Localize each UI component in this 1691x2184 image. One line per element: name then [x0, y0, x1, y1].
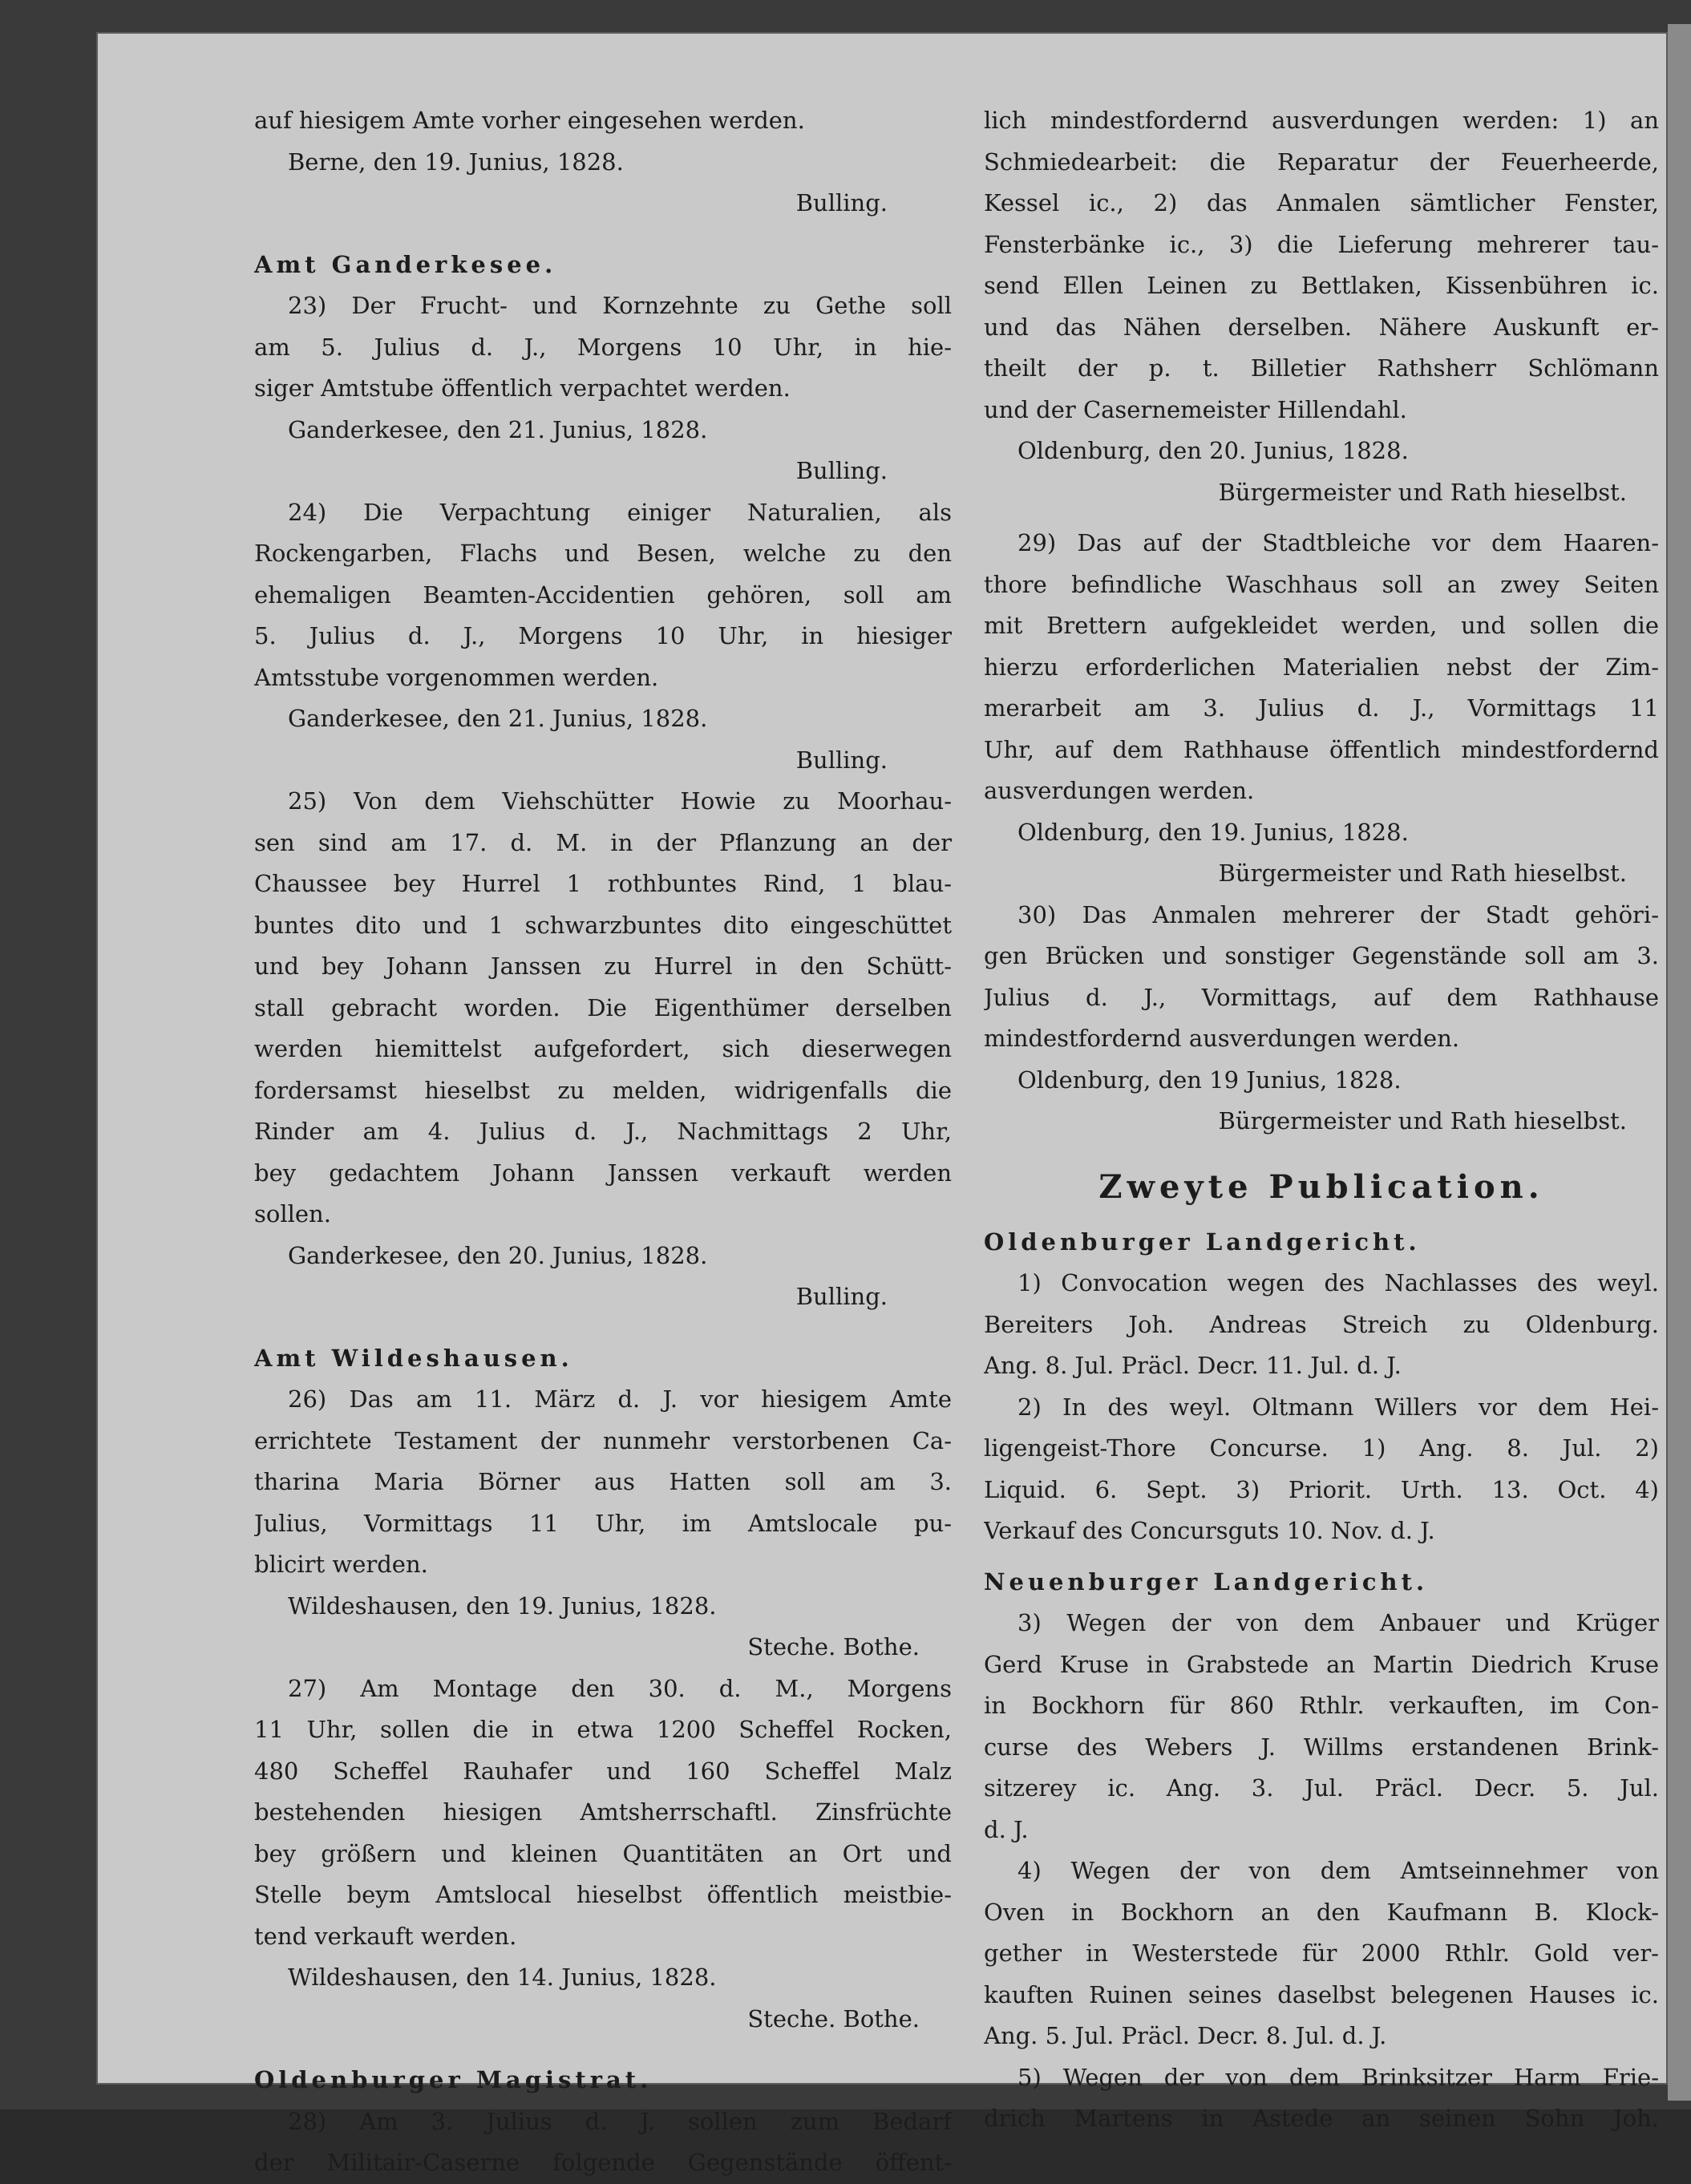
date-line: Oldenburg, den 20. Junius, 1828.	[1017, 437, 1409, 464]
text-line: 23) Der Frucht- und Kornzehnte zu Gethe soll	[288, 292, 952, 319]
text-line: Fensterbänke ic., 3) die Lieferung mehrerer tau-	[984, 230, 1659, 258]
text-line: theilt der p. t. Billetier Rathsherr Schlömann	[984, 354, 1659, 382]
text-line: auf hiesigem Amte vorher eingesehen werden.	[254, 107, 805, 134]
text-line: und das Nähen derselben. Nähere Auskunft er-	[984, 313, 1659, 341]
notice-30	[984, 895, 1659, 1143]
text-line: 2) In des weyl. Oltmann Willers vor dem Hei-	[1017, 1393, 1659, 1421]
section-heading: Neuenburger Landgericht.	[984, 1567, 1429, 1596]
signature: Bürgermeister und Rath hieselbst.	[1218, 859, 1627, 887]
text-line: Uhr, auf dem Rathhause öffentlich mindestfordernd	[984, 735, 1659, 763]
text-line: siger Amtstube öffentlich verpachtet werden.	[254, 374, 791, 402]
date-line: Ganderkesee, den 21. Junius, 1828.	[288, 705, 708, 732]
text-line: Gerd Kruse in Grabstede an Martin Diedrich Kruse	[984, 1650, 1659, 1678]
text-line: 5) Wegen der von dem Brinksitzer Harm Frie-	[1017, 2063, 1659, 2091]
text-line: 3) Wegen der von dem Anbauer und Krüger	[1017, 1609, 1659, 1636]
section-heading: Oldenburger Magistrat.	[254, 2066, 653, 2093]
notice-23	[254, 285, 952, 492]
text-line: tend verkauft werden.	[254, 1922, 517, 1950]
text-line: der Militair-Caserne folgende Gegenstände öffent-	[254, 2149, 952, 2176]
text-line: Bereiters Joh. Andreas Streich zu Oldenburg.	[984, 1310, 1659, 1338]
text-line: 28) Am 3. Julius d. J. sollen zum Bedarf	[288, 2107, 952, 2135]
date-line: Oldenburg, den 19 Junius, 1828.	[1017, 1066, 1402, 1094]
text-line: hierzu erforderlichen Materialien nebst der Zim-	[984, 653, 1659, 681]
text-line: Schmiedearbeit: die Reparatur der Feuerheerde,	[984, 148, 1659, 176]
text-line: sollen.	[254, 1200, 331, 1227]
text-line: Amtsstube vorgenommen werden.	[254, 663, 659, 691]
text-line: Julius, Vormittags 11 Uhr, im Amtslocale pu-	[254, 1509, 952, 1537]
notice-26	[254, 1379, 952, 1668]
notice-r5	[984, 2057, 1659, 2140]
text-line: am 5. Julius d. J., Morgens 10 Uhr, in hie-	[254, 333, 952, 361]
text-line: 26) Das am 11. März d. J. vor hiesigem Amte	[288, 1385, 952, 1413]
text-line: bestehenden hiesigen Amtsherrschaftl. Zinsfrüchte	[254, 1798, 952, 1826]
text-line: curse des Webers J. Willms erstandenen Brink-	[984, 1733, 1659, 1761]
text-line: Liquid. 6. Sept. 3) Priorit. Urth. 13. Oct. 4)	[984, 1475, 1659, 1503]
text-line: d. J.	[984, 1815, 1029, 1843]
publication-heading: Zweyte Publication.	[1098, 1167, 1544, 1206]
text-line: thore befindliche Waschhaus soll an zwey Seiten	[984, 570, 1659, 598]
text-line: Rinder am 4. Julius d. J., Nachmittags 2 Uhr,	[254, 1118, 952, 1145]
notice-r1	[984, 1263, 1659, 1387]
text-line: Stelle beym Amtslocal hieselbst öffentlich meistbie-	[254, 1881, 952, 1908]
text-line: in Bockhorn für 860 Rthlr. verkauften, im Con-	[984, 1692, 1659, 1719]
text-line: blicirt werden.	[254, 1551, 428, 1578]
text-line: 27) Am Montage den 30. d. M., Morgens	[288, 1674, 952, 1702]
text-line: lich mindestfordernd ausverdungen werden: 1) an	[984, 107, 1659, 134]
left-column	[254, 100, 952, 2184]
notice-29	[984, 523, 1659, 895]
signature: Steche. Bothe.	[747, 2004, 920, 2032]
text-line: buntes dito und 1 schwarzbuntes dito eingeschüttet	[254, 911, 952, 939]
page-edge	[1668, 24, 1691, 2101]
text-line: sitzerey ic. Ang. 3. Jul. Präcl. Decr. 5. Jul.	[984, 1774, 1659, 1802]
section-heading: Amt Ganderkesee.	[254, 250, 557, 278]
text-line: bey gedachtem Johann Janssen verkauft werden	[254, 1159, 952, 1187]
text-line: errichtete Testament der nunmehr verstorbenen Ca-	[254, 1426, 952, 1454]
signature: Bulling.	[795, 457, 888, 484]
text-line: Chaussee bey Hurrel 1 rothbuntes Rind, 1 blau-	[254, 870, 952, 897]
text-line: Julius d. J., Vormittags, auf dem Rathhause	[984, 983, 1659, 1011]
date-line: Ganderkesee, den 21. Junius, 1828.	[288, 415, 708, 443]
text-line: 30) Das Anmalen mehrerer der Stadt gehöri-	[1017, 900, 1659, 928]
text-line: 11 Uhr, sollen die in etwa 1200 Scheffel Rocken,	[254, 1716, 952, 1743]
text-line: mindestfordernd ausverdungen werden.	[984, 1025, 1460, 1052]
notice-27	[254, 1668, 952, 2040]
text-line: bey größern und kleinen Quantitäten an Ort und	[254, 1839, 952, 1867]
text-line: gen Brücken und sonstiger Gegenstände soll am 3.	[984, 942, 1659, 969]
date-line: Wildeshausen, den 14. Junius, 1828.	[288, 1964, 717, 1991]
notice-28	[254, 2101, 952, 2184]
notice-24	[254, 492, 952, 782]
text-line: mit Brettern aufgekleidet werden, und sollen die	[984, 612, 1659, 639]
date-line: Berne, den 19. Junius, 1828.	[288, 148, 624, 176]
text-line: kauften Ruinen seines daselbst belegenen Hauses ic.	[984, 1980, 1659, 2008]
text-line: merarbeit am 3. Julius d. J., Vormittags 11	[984, 694, 1659, 722]
text-line: drich Martens in Astede an seinen Sohn Joh.	[984, 2105, 1659, 2132]
text-line: 480 Scheffel Rauhafer und 160 Scheffel Malz	[254, 1757, 952, 1785]
text-line: send Ellen Leinen zu Bettlaken, Kissenbühren ic.	[984, 272, 1659, 299]
text-line: tharina Maria Börner aus Hatten soll am 3.	[254, 1468, 952, 1495]
text-line: ehemaligen Beamten-Accidentien gehören, soll am	[254, 580, 952, 609]
text-line: Ang. 8. Jul. Präcl. Decr. 11. Jul. d. J.	[984, 1352, 1402, 1379]
text-line: 25) Von dem Viehschütter Howie zu Moorhau-	[288, 787, 952, 815]
date-line: Wildeshausen, den 19. Junius, 1828.	[288, 1591, 717, 1620]
text-line: fordersamst hieselbst zu melden, widrigenfalls die	[254, 1076, 952, 1104]
text-line: ligengeist-Thore Concurse. 1) Ang. 8. Jul. 2)	[984, 1434, 1659, 1462]
section-heading: Amt Wildeshausen.	[254, 1344, 573, 1372]
text-line: Verkauf des Concursguts 10. Nov. d. J.	[984, 1517, 1435, 1544]
text-line: 4) Wegen der von dem Amtseinnehmer von	[1017, 1857, 1659, 1884]
signature: Steche. Bothe.	[747, 1633, 920, 1660]
section-heading: Oldenburger Landgericht.	[984, 1227, 1421, 1256]
right-column	[984, 100, 1659, 2140]
text-line: und bey Johann Janssen zu Hurrel in den Schütt-	[254, 952, 952, 980]
text-line: und der Casernemeister Hillendahl.	[984, 395, 1407, 423]
signature: Bulling.	[795, 189, 888, 216]
notice-25	[254, 781, 952, 1318]
text-line: Ang. 5. Jul. Präcl. Decr. 8. Jul. d. J.	[984, 2022, 1387, 2049]
notice-r4	[984, 1850, 1659, 2057]
text-line: gether in Westerstede für 2000 Rthlr. Gold ver-	[984, 1939, 1659, 1967]
signature: Bürgermeister und Rath hieselbst.	[1218, 1107, 1627, 1134]
notice-r2	[984, 1387, 1659, 1552]
text-line: 1) Convocation wegen des Nachlasses des weyl.	[1017, 1269, 1659, 1296]
text-line: stall gebracht worden. Die Eigenthümer derselben	[254, 993, 952, 1021]
text-line: 5. Julius d. J., Morgens 10 Uhr, in hiesiger	[254, 622, 952, 649]
signature: Bürgermeister und Rath hieselbst.	[1218, 478, 1627, 506]
date-line: Ganderkesee, den 20. Junius, 1828.	[288, 1241, 708, 1269]
notice-28-continued	[984, 100, 1659, 513]
text-line: ausverdungen werden.	[984, 777, 1255, 804]
text-line: Rockengarben, Flachs und Besen, welche zu den	[254, 540, 952, 567]
text-line: Oven in Bockhorn an den Kaufmann B. Klock-	[984, 1898, 1659, 1926]
text-line: 29) Das auf der Stadtbleiche vor dem Haaren-	[1017, 529, 1659, 556]
signature: Bulling.	[795, 1283, 888, 1310]
notice-r3	[984, 1603, 1659, 1850]
date-line: Oldenburg, den 19. Junius, 1828.	[1017, 818, 1409, 846]
text-line: sen sind am 17. d. M. in der Pflanzung an der	[254, 828, 952, 856]
text-line: Kessel ic., 2) das Anmalen sämtlicher Fenster,	[984, 189, 1659, 216]
signature: Bulling.	[795, 746, 888, 774]
text-line: werden hiemittelst aufgefordert, sich dieserwegen	[254, 1035, 952, 1062]
text-line: 24) Die Verpachtung einiger Naturalien, als	[288, 498, 952, 526]
